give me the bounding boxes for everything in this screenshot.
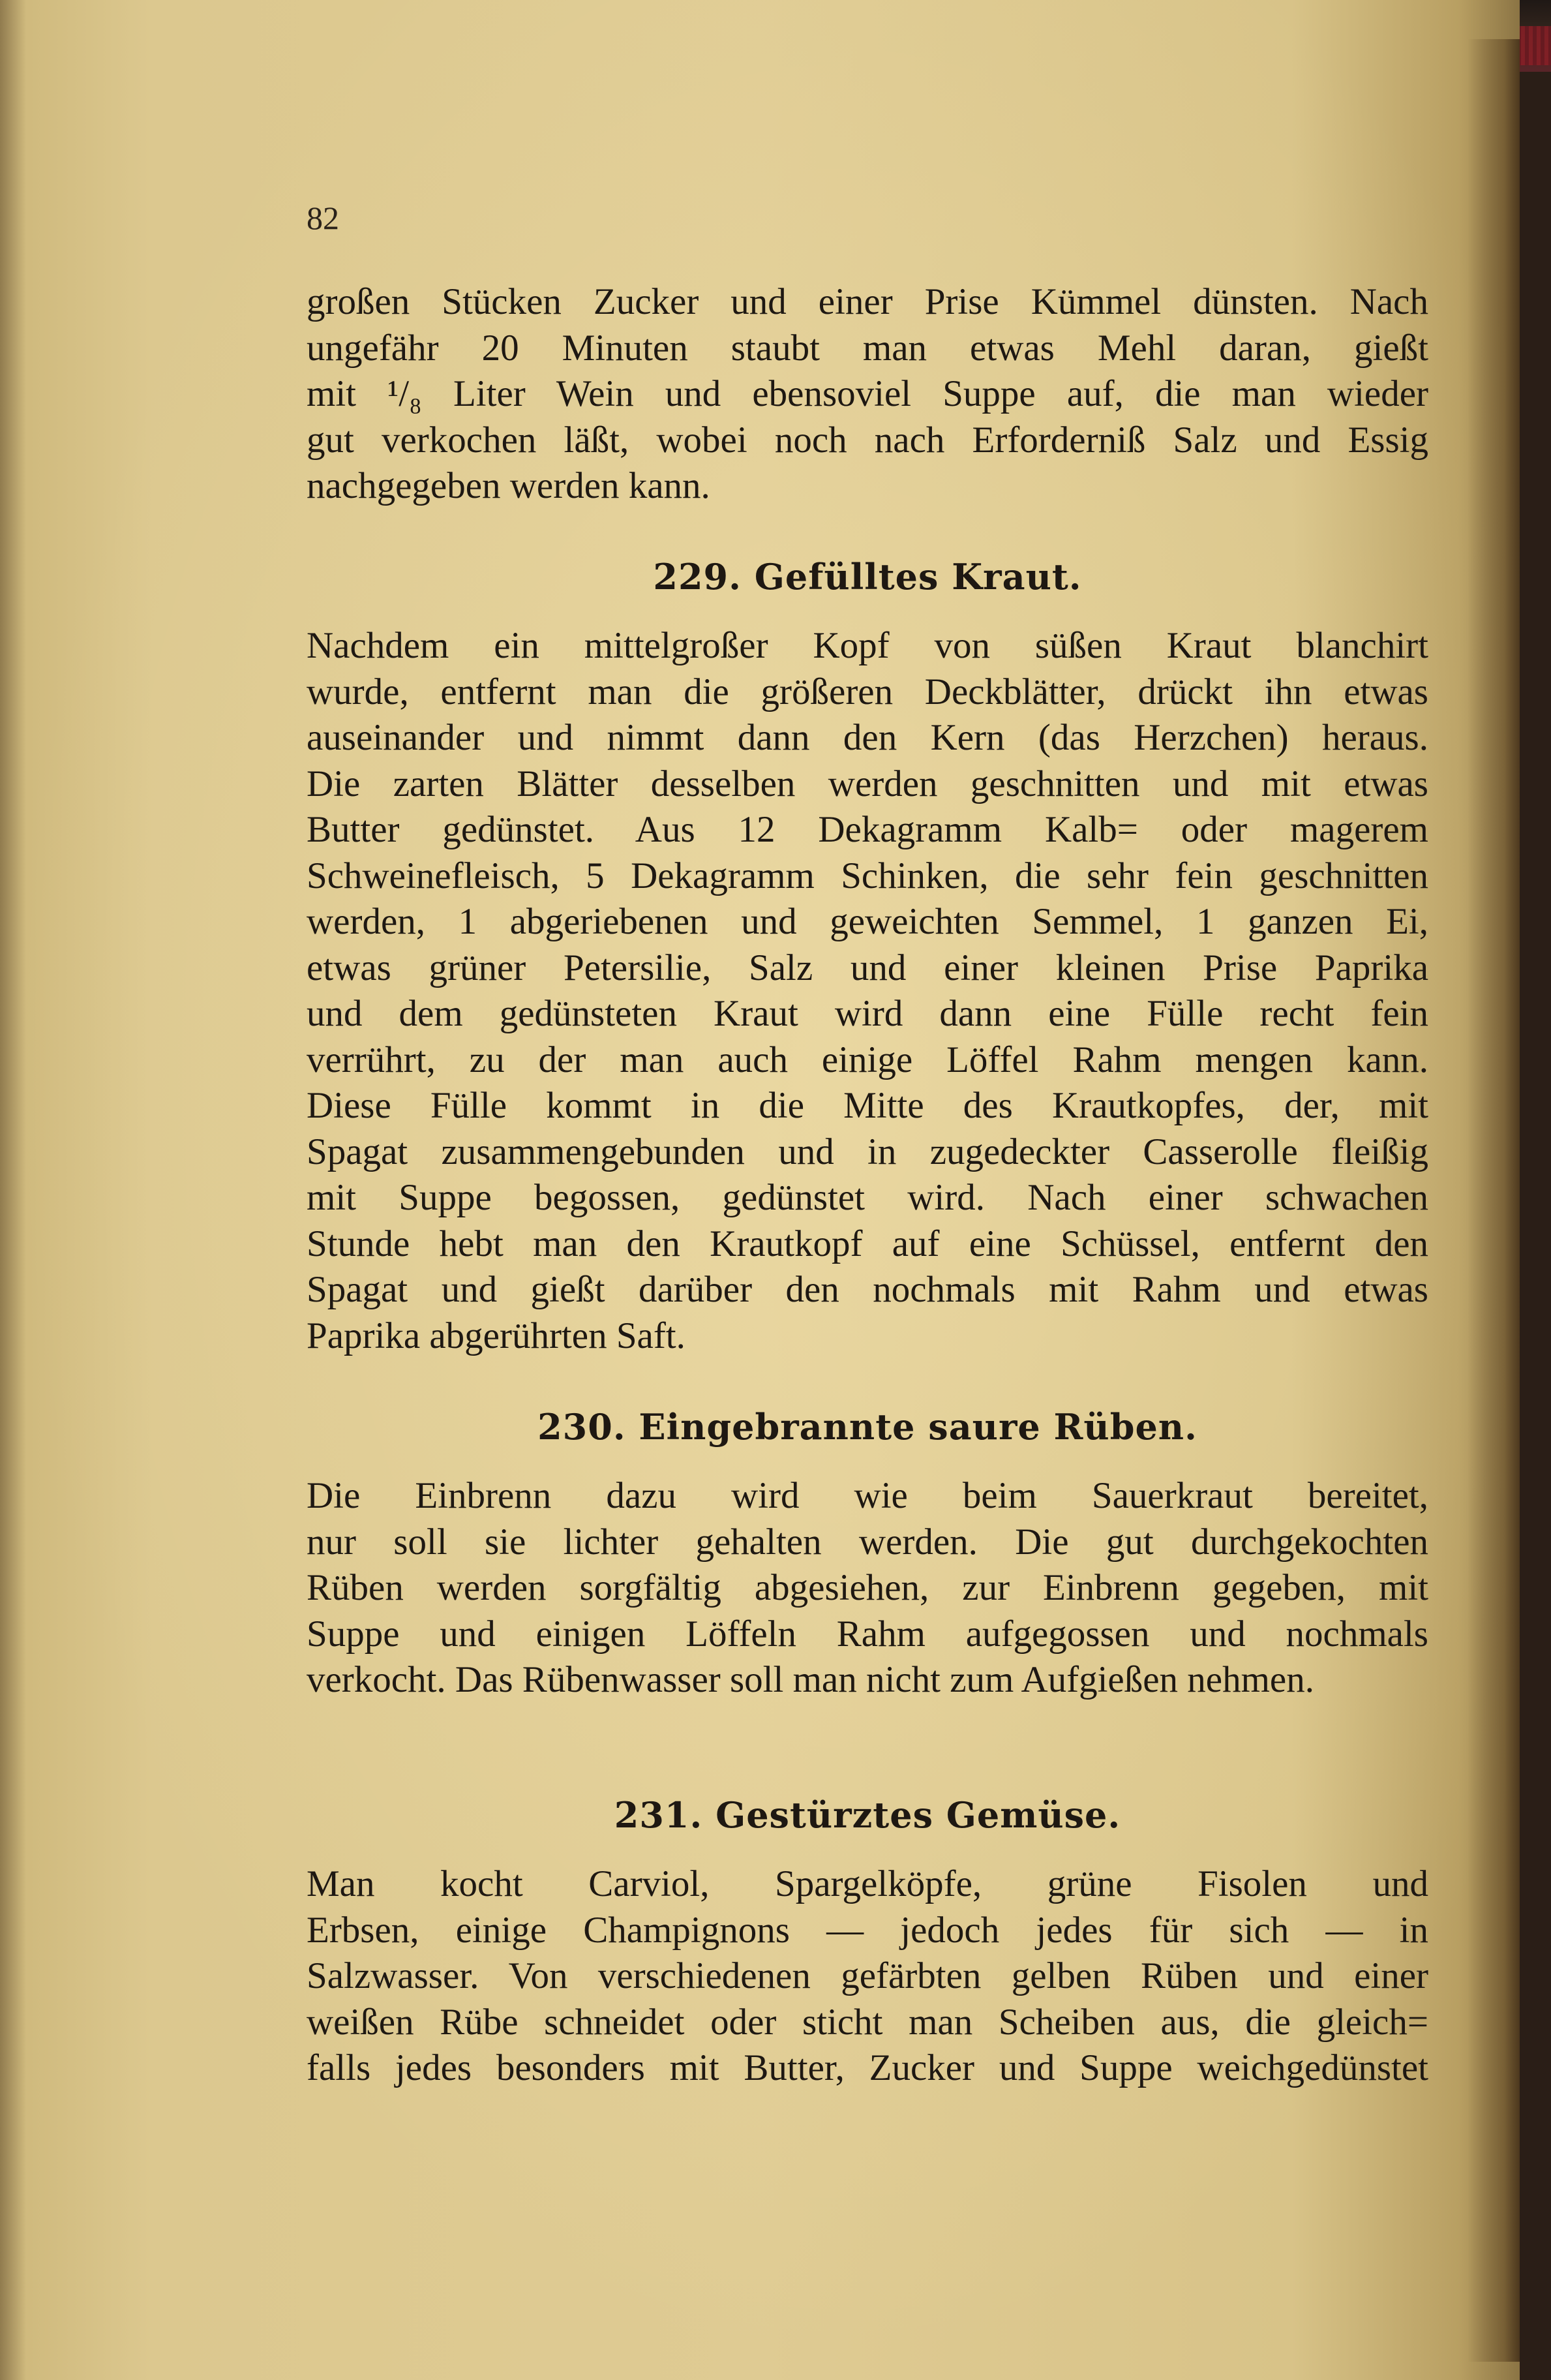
text-line: auseinander und nimmt dann den Kern (das Herzchen) heraus. bbox=[307, 717, 1428, 758]
text-line: und dem gedünsteten Kraut wird dann eine Fülle recht fein bbox=[307, 993, 1428, 1034]
continuation-paragraph bbox=[307, 279, 1428, 510]
text-line: Die Einbrenn dazu wird wie beim Sauerkraut bereitet, bbox=[307, 1475, 1428, 1516]
text-line: Erbsen, einige Champignons — jedoch jedes für sich — in bbox=[307, 1909, 1428, 1951]
recipe-229 bbox=[307, 556, 1428, 598]
text-line: Paprika abgerührten Saft. bbox=[307, 1315, 685, 1356]
text-line: Stunde hebt man den Krautkopf auf eine Schüssel, entfernt den bbox=[307, 1223, 1428, 1264]
text-line: etwas grüner Petersilie, Salz und einer kleinen Prise Paprika bbox=[307, 947, 1428, 988]
recipe-229-body bbox=[307, 623, 1428, 1359]
text-line: Schweinefleisch, 5 Dekagramm Schinken, die sehr fein geschnitten bbox=[307, 855, 1428, 896]
text-line: mit ¹/₈ Liter Wein und ebensoviel Suppe auf, die man wieder bbox=[307, 373, 1428, 414]
recipe-230 bbox=[307, 1406, 1428, 1448]
recipe-heading: 231. Gestürztes Gemüse. bbox=[614, 1794, 1121, 1836]
text-line: verrührt, zu der man auch einige Löffel Rahm mengen kann. bbox=[307, 1039, 1428, 1080]
text-line: nur soll sie lichter gehalten werden. Die gut durchgekochten bbox=[307, 1521, 1428, 1563]
text-line: Suppe und einigen Löffeln Rahm aufgegossen und nochmals bbox=[307, 1613, 1428, 1655]
text-line: nachgegeben werden kann. bbox=[307, 465, 710, 506]
text-line: Rüben werden sorgfältig abgesiehen, zur Einbrenn gegeben, mit bbox=[307, 1567, 1428, 1608]
text-line: werden, 1 abgeriebenen und geweichten Semmel, 1 ganzen Ei, bbox=[307, 901, 1428, 942]
text-line: Spagat und gießt darüber den nochmals mit Rahm und etwas bbox=[307, 1269, 1428, 1310]
text-line: Salzwasser. Von verschiedenen gefärbten gelben Rüben und einer bbox=[307, 1955, 1428, 1996]
text-line: weißen Rübe schneidet oder sticht man Scheiben aus, die gleich= bbox=[307, 2001, 1428, 2043]
text-line: ungefähr 20 Minuten staubt man etwas Mehl daran, gießt bbox=[307, 327, 1428, 369]
recipe-heading: 230. Eingebrannte saure Rüben. bbox=[537, 1406, 1197, 1448]
page-right-edge bbox=[1468, 39, 1520, 2362]
text-line: Die zarten Blätter desselben werden geschnitten und mit etwas bbox=[307, 763, 1428, 804]
page-left-shadow bbox=[0, 0, 26, 2380]
text-line: falls jedes besonders mit Butter, Zucker und Suppe weichgedünstet bbox=[307, 2047, 1428, 2088]
text-line: Diese Fülle kommt in die Mitte des Krautkopfes, der, mit bbox=[307, 1085, 1428, 1126]
text-line: Spagat zusammengebunden und in zugedeckter Casserolle fleißig bbox=[307, 1131, 1428, 1172]
recipe-heading: 229. Gefülltes Kraut. bbox=[653, 556, 1082, 598]
text-line: wurde, entfernt man die größeren Deckblätter, drückt ihn etwas bbox=[307, 671, 1428, 712]
text-line: verkocht. Das Rübenwasser soll man nicht zum Aufgießen nehmen. bbox=[307, 1659, 1314, 1700]
text-line: gut verkochen läßt, wobei noch nach Erforderniß Salz und Essig bbox=[307, 419, 1428, 461]
recipe-230-body bbox=[307, 1473, 1428, 1703]
text-line: Man kocht Carviol, Spargelköpfe, grüne Fisolen und bbox=[307, 1863, 1428, 1904]
text-line: Butter gedünstet. Aus 12 Dekagramm Kalb= oder magerem bbox=[307, 809, 1428, 850]
recipe-231 bbox=[307, 1794, 1428, 1836]
text-line: großen Stücken Zucker und einer Prise Kümmel dünsten. Nach bbox=[307, 281, 1428, 322]
recipe-231-body bbox=[307, 1861, 1428, 2092]
text-line: mit Suppe begossen, gedünstet wird. Nach einer schwachen bbox=[307, 1177, 1428, 1218]
page-number: 82 bbox=[307, 200, 339, 236]
text-line: Nachdem ein mittelgroßer Kopf von süßen Kraut blanchirt bbox=[307, 625, 1428, 666]
